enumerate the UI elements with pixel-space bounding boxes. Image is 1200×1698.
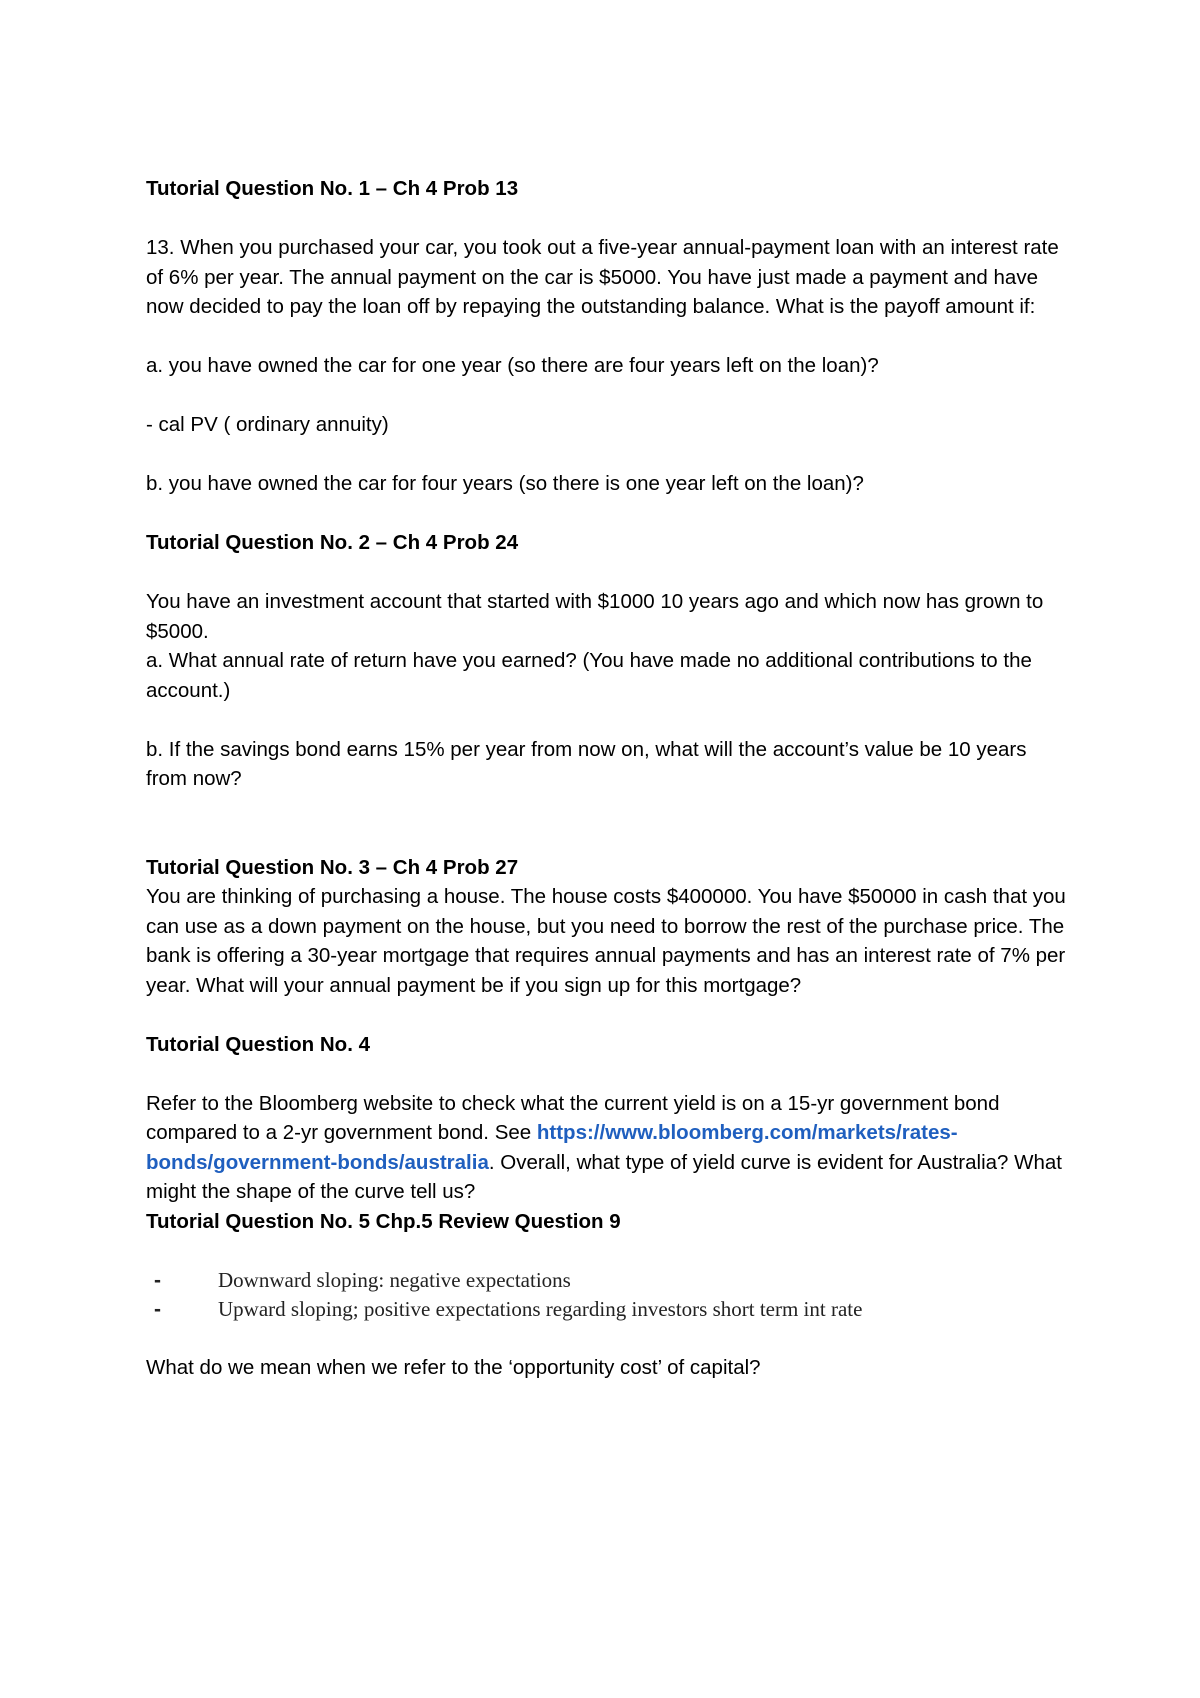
q5-bullet [146,1266,1066,1295]
q5-bullet-text: Downward sloping: negative expectations [218,1267,571,1292]
q5-bullet-list [146,1266,1066,1324]
q1-part-b: b. you have owned the car for four years (so there is one year left on the loan)? [146,472,864,495]
q5-heading: Tutorial Question No. 5 Chp.5 Review Question 9 [146,1209,621,1233]
q5-question: What do we mean when we refer to the ‘opportunity cost’ of capital? [146,1356,761,1379]
dash-bullet-icon: - [154,1268,161,1292]
q4-body [146,1089,1066,1207]
q4-body-pre: Refer to the Bloomberg website to check what the current yield is on a 15-yr government bond compared to a 2-yr government bond. See [146,1091,1000,1144]
dash-bullet-icon: - [154,1297,161,1321]
q5-bullet [146,1295,1066,1324]
q1-note: - cal PV ( ordinary annuity) [146,413,389,436]
q4-heading: Tutorial Question No. 4 [146,1032,370,1056]
document-content [146,174,1066,1383]
bloomberg-link[interactable]: https://www.bloomberg.com/markets/rates-bonds/government-bonds/australia [146,1121,958,1174]
q1-heading: Tutorial Question No. 1 – Ch 4 Prob 13 [146,177,519,200]
q2-heading: Tutorial Question No. 2 – Ch 4 Prob 24 [146,531,519,554]
q2-part-b: b. If the savings bond earns 15% per year from now on, what will the account’s value be 10 years from now? [146,737,1027,790]
q1-body: 13. When you purchased your car, you took out a five-year annual-payment loan with an interest rate of 6% per year. The annual payment on the car is $5000. You have just made a payment and have now decided to pay the loan off by repaying the outstanding balance. What is the payoff amount if: [146,236,1059,318]
q2-body: You have an investment account that started with $1000 10 years ago and which now has grown to $5000. [146,590,1044,643]
q1-part-a: a. you have owned the car for one year (so there are four years left on the loan)? [146,354,879,377]
q3-body: You are thinking of purchasing a house. The house costs $400000. You have $50000 in cash that you can use as a down payment on the house, but you need to borrow the rest of the purchase price. The bank is offering a 30-year mortgage that requires annual payments and has an interest rate of 7% per year. What will your annual payment be if you sign up for this mortgage? [146,885,1066,997]
q2-part-a: a. What annual rate of return have you earned? (You have made no additional contributions to the account.) [146,649,1032,702]
q5-bullet-text: Upward sloping; positive expectations regarding investors short term int rate [218,1296,863,1321]
q3-heading: Tutorial Question No. 3 – Ch 4 Prob 27 [146,855,519,879]
q4-body-post: . Overall, what type of yield curve is evident for Australia? What might the shape of the curve tell us? [146,1150,1062,1203]
